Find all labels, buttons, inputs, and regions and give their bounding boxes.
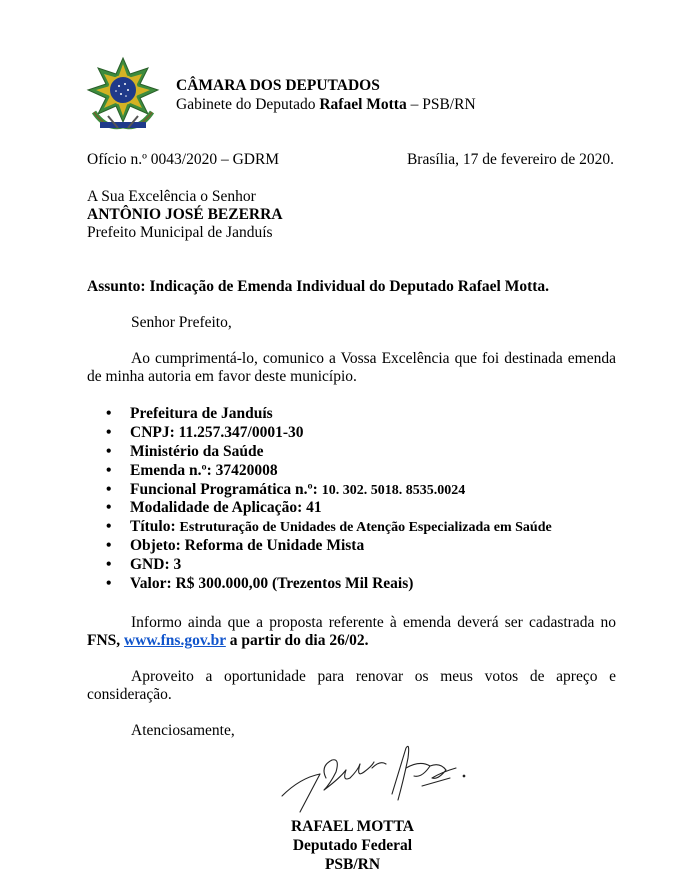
- list-item: • Emenda n.º: 37420008: [106, 462, 552, 481]
- handwritten-signature-icon: [280, 738, 480, 816]
- office-deputy-name: Rafael Motta: [319, 96, 407, 113]
- paragraph-3-line-2: consideração.: [87, 686, 172, 703]
- paragraph-1-line-1: Ao cumprimentá-lo, comunico a Vossa Excelência que foi destinada emenda: [131, 350, 616, 367]
- office-line: [176, 96, 476, 114]
- fns-website-link[interactable]: www.fns.gov.br: [124, 632, 226, 649]
- list-item: • Objeto: Reforma de Unidade Mista: [106, 537, 552, 556]
- signatory-role: Deputado Federal: [292, 837, 413, 854]
- recipient-name: ANTÔNIO JOSÉ BEZERRA: [87, 206, 283, 223]
- list-item: • GND: 3: [106, 556, 552, 575]
- paragraph-2-line-1: Informo ainda que a proposta referente à emenda deverá ser cadastrada no: [131, 614, 616, 631]
- signatory-party: PSB/RN: [324, 856, 381, 873]
- paragraph-3-line-1: Aproveito a oportunidade para renovar os meus votos de apreço e: [131, 668, 616, 685]
- list-item: • CNPJ: 11.257.347/0001-30: [106, 424, 552, 443]
- list-item: • Valor: R$ 300.000,00 (Trezentos Mil Reais): [106, 575, 552, 594]
- fns-label: FNS,: [87, 632, 125, 649]
- letter-reference: Ofício n.º 0043/2020 – GDRM: [87, 151, 280, 168]
- paragraph-1-line-2: de minha autoria em favor deste município.: [87, 368, 357, 385]
- subject-line: Assunto: Indicação de Emenda Individual do Deputado Rafael Motta.: [87, 278, 550, 295]
- greeting: Senhor Prefeito,: [131, 314, 232, 331]
- list-item: • Ministério da Saúde: [106, 443, 552, 462]
- office-prefix: Gabinete do Deputado: [176, 96, 320, 113]
- paragraph-2-line-2: [87, 632, 369, 650]
- signatory-name: RAFAEL MOTTA: [290, 818, 414, 835]
- institution-name: CÂMARA DOS DEPUTADOS: [176, 77, 380, 94]
- closing-text: Atenciosamente,: [131, 722, 235, 739]
- office-suffix: – PSB/RN: [406, 96, 476, 113]
- list-item: • Funcional Programática n.º: 10. 302. 5018. 8535.0024: [106, 481, 552, 500]
- recipient-salutation: A Sua Excelência o Senhor: [87, 188, 256, 205]
- fns-date-text: a partir do dia 26/02.: [225, 632, 369, 649]
- list-item: • Título: Estruturação de Unidades de Atenção Especializada em Saúde: [106, 518, 552, 537]
- amendment-details-list: [106, 405, 552, 594]
- list-item: • Prefeitura de Janduís: [106, 405, 552, 424]
- brazil-coat-of-arms-icon: [86, 56, 160, 134]
- list-item: • Modalidade de Aplicação: 41: [106, 499, 552, 518]
- place-date: Brasília, 17 de fevereiro de 2020.: [406, 151, 614, 168]
- recipient-title: Prefeito Municipal de Janduís: [87, 224, 273, 241]
